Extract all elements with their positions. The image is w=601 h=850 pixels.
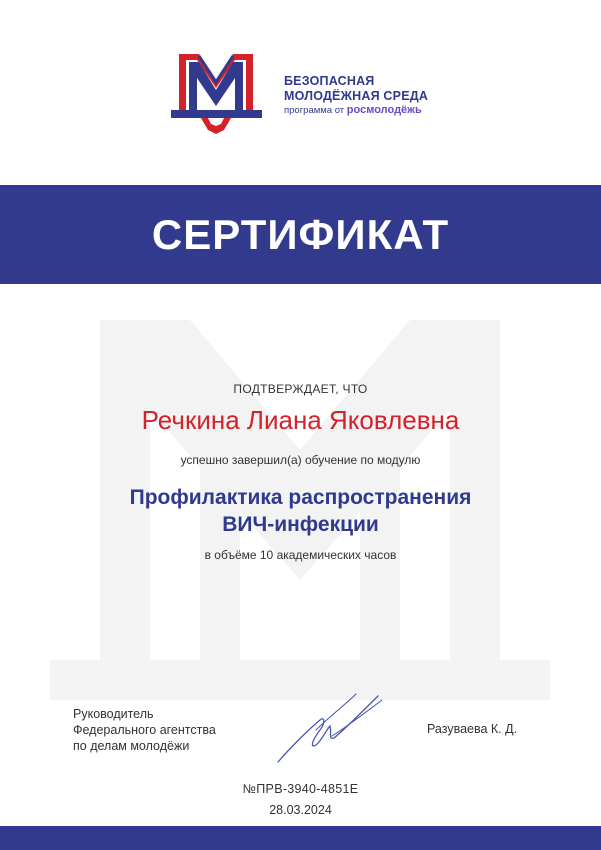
bottom-bar [0,826,601,850]
signer-name: Разуваева К. Д. [427,722,518,736]
confirms-text: ПОДТВЕРЖДАЕТ, ЧТО [233,382,368,396]
certificate-date: 28.03.2024 [269,803,332,817]
recipient-name: Речкина Лиана Яковлевна [141,405,460,435]
certificate-title: СЕРТИФИКАТ [151,210,450,258]
completed-text: успешно завершил(а) обучение по модулю [180,453,421,467]
signer-title-line-1: Руководитель [73,707,154,721]
hours-text: в объёме 10 академических часов [204,548,397,562]
certificate-number: №ПРВ-3940-4851Е [242,782,359,796]
logo-line-2: МОЛОДЁЖНАЯ СРЕДА [284,89,429,103]
signer-title-line-2: Федерального агентства [73,723,216,737]
bms-logo-icon [169,46,264,138]
logo-program [284,104,428,117]
logo-brand: росмолодёжь [346,104,422,116]
title-banner [0,185,601,284]
signer-title [73,706,216,754]
logo-line-1: БЕЗОПАСНАЯ [284,74,375,88]
module-title-line-1: Профилактика распространения [129,486,472,509]
signature-icon [270,686,385,768]
logo-wordmark [284,74,428,117]
logo-program-prefix: программа от [284,105,345,116]
signer-title-line-3: по делам молодёжи [73,739,190,753]
module-title-line-2: ВИЧ-инфекции [222,513,379,536]
module-title [0,484,601,538]
